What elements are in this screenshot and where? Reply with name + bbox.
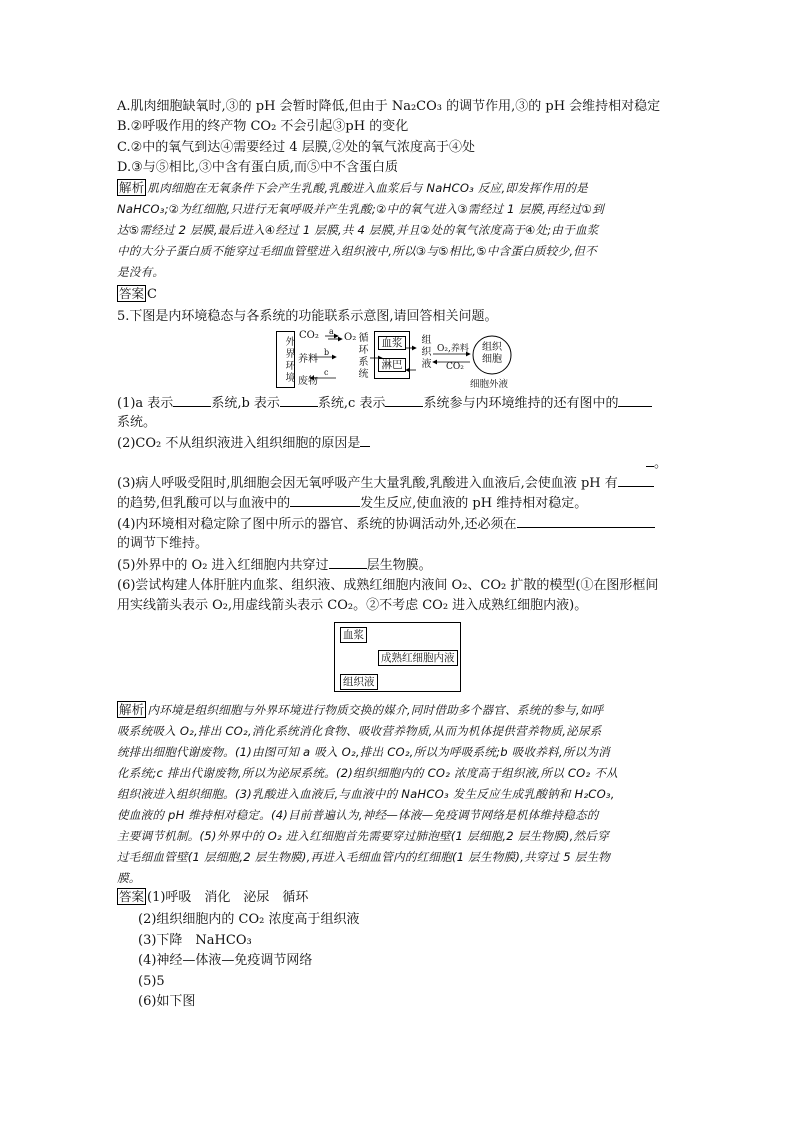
q5-part4-a: (4)内环境相对稳定除了图中所示的器官、系统的协调活动外,还必须在 xyxy=(117,514,655,534)
q5-part6-b: 用实线箭头表示 O₂,用虚线箭头表示 CO₂。②不考虑 CO₂ 进入成熟红细胞内液)。 xyxy=(117,598,588,613)
q5-part4-b: 的调节下维持。 xyxy=(117,536,209,551)
q5-part6-a: (6)尝试构建人体肝脏内血浆、组织液、成熟红细胞内液间 O₂、CO₂ 扩散的模型(①在图形框间 xyxy=(117,578,659,593)
q5-answer-1: 答案 (1)呼吸 消化 泌尿 循环 xyxy=(119,889,309,905)
q5-answer-5: (5)5 xyxy=(138,974,165,989)
label-co2: CO₂ xyxy=(299,330,319,341)
tissue-fluid: 组织液 xyxy=(419,334,430,370)
q5-explain-line-4: 化系统;c 排出代谢废物,所以为泌尿系统。(2)组织细胞内的 CO₂ 浓度高于组织液,所以 CO₂ 不从 xyxy=(117,766,618,780)
q4-answer xyxy=(117,285,157,304)
q4-explain-tag: 解析 xyxy=(119,180,145,195)
model-tissue: 组织液 xyxy=(340,674,378,690)
q5-explain-tag: 解析 xyxy=(119,702,145,717)
q5-part5: (5)外界中的 O₂ 进入红细胞内共穿过 层生物膜。 xyxy=(117,555,432,575)
q5-stem: 5.下图是内环境稳态与各系统的功能联系示意图,请回答相关问题。 xyxy=(117,309,498,324)
option-b: B.②呼吸作用的终产物 CO₂ 不会引起③pH 的变化 xyxy=(117,119,409,134)
q5-explain-line-6: 使血液的 pH 维持相对稳定。(4)目前普遍认为,神经—体液—免疫调节网络是机体维持稳态的 xyxy=(117,808,599,822)
option-d: D.③与⑤相比,③中含有蛋白质,而⑤中不含蛋白质 xyxy=(117,160,399,175)
label-waste: 废物 xyxy=(298,376,318,387)
model-rbc: 成熟红细胞内液 xyxy=(378,650,458,666)
q4-explain-line-4: 中的大分子蛋白质不能穿过毛细血管壁进入组织液中,所以③与⑤相比,⑤中含蛋白质较少,但不 xyxy=(117,244,597,258)
q4-explain-line-3: 达⑤需经过 2 层膜,最后进入④经过 1 层膜,共 4 层膜,并且②处的氧气浓度高于④处;由于血浆 xyxy=(117,223,599,237)
q4-explain-line-5: 是没有。 xyxy=(117,265,165,279)
q4-explain-line-2: NaHCO₃;②为红细胞,只进行无氧呼吸并产生乳酸;②中的氧气进入③需经过 1 层膜,再经过①到 xyxy=(117,202,604,216)
q5-explain-line-1: 解析 内环境是组织细胞与外界环境进行物质交换的媒介,同时借助多个器官、系统的参与,如呼 xyxy=(119,702,604,717)
q5-answer-2: (2)组织细胞内的 CO₂ 浓度高于组织液 xyxy=(138,912,360,927)
q5-part2: (2)CO₂ 不从组织液进入组织细胞的原因是 xyxy=(117,433,370,453)
q5-part3-a: (3)病人呼吸受阻时,肌细胞会因无氧呼吸产生大量乳酸,乳酸进入血液后,会使血液 pH 有 xyxy=(117,473,654,493)
tissue-cell-label: 组织细胞 xyxy=(482,342,502,365)
q5-part1-end: 系统。 xyxy=(117,415,157,430)
model-plasma: 血浆 xyxy=(340,627,367,643)
circulation-system: 循环系统 xyxy=(356,332,367,380)
label-c: c xyxy=(324,368,329,377)
q5-explain-line-3: 统排出细胞代谢废物。(1)由图可知 a 吸入 O₂,排出 CO₂,所以为呼吸系统;b 吸收养料,所以为消 xyxy=(117,745,610,759)
q5-explain-line-7: 主要调节机制。(5)外界中的 O₂ 进入红细胞首先需要穿过肺泡壁(1 层细胞,2 层生物膜),然后穿 xyxy=(117,829,609,843)
q5-part2-end: 。 xyxy=(646,453,667,473)
q5-explain-line-9: 膜。 xyxy=(117,871,141,885)
q4-explain-line-1: 解析 肌肉细胞在无氧条件下会产生乳酸,乳酸进入血浆后与 NaHCO₃ 反应,即发挥作用的是 xyxy=(119,180,588,195)
q5-answer-4: (4)神经—体液—免疫调节网络 xyxy=(138,953,313,968)
q5-answer-6: (6)如下图 xyxy=(138,994,196,1009)
label-nutrient: 养料 xyxy=(298,354,318,365)
outside-environment-box: 外界环境 xyxy=(276,331,295,388)
option-c: C.②中的氧气到达④需要经过 4 层膜,②处的氧气浓度高于④处 xyxy=(117,140,475,155)
system-diagram xyxy=(270,328,520,390)
q5-part1: (1)a 表示 系统,b 表示 系统,c 表示 系统参与内环境维持的还有图中的 xyxy=(117,393,652,413)
label-o2-nutrient: O₂,养料 xyxy=(437,344,469,354)
plasma-label: 血浆 xyxy=(378,336,406,350)
q5-explain-line-2: 吸系统吸入 O₂,排出 CO₂,消化系统消化食物、吸收营养物质,从而为机体提供营养物质,泌尿系 xyxy=(117,724,602,738)
q5-part3-b: 的趋势,但乳酸可以与血液中的 发生反应,使血液的 pH 维持相对稳定。 xyxy=(117,493,587,513)
q4-answer-tag: 答案 xyxy=(119,286,145,301)
q4-answer-value: C xyxy=(147,287,157,302)
label-co2-out: CO₂ xyxy=(446,362,464,372)
diffusion-model xyxy=(334,622,461,692)
q5-explain-line-8: 过毛细血管壁(1 层细胞,2 层生物膜),再进入毛细血管内的红细胞(1 层生物膜),共穿过 5 层生物 xyxy=(117,850,611,864)
label-b: b xyxy=(324,348,330,357)
q5-answer-3: (3)下降 NaHCO₃ xyxy=(138,933,252,948)
q5-answer-tag: 答案 xyxy=(119,889,145,904)
extracellular-label: 细胞外液 xyxy=(470,379,509,390)
label-a: a xyxy=(329,327,334,336)
label-o2: O₂ xyxy=(344,332,357,343)
lymph-label: 淋巴 xyxy=(378,358,406,372)
option-a: A.肌肉细胞缺氧时,③的 pH 会暂时降低,但由于 Na₂CO₃ 的调节作用,③的 pH 会维持相对稳定 xyxy=(117,99,661,114)
q5-explain-line-5: 组织液进入组织细胞。(3)乳酸进入血液后,与血液中的 NaHCO₃ 发生反应生成乳酸钠和 H₂CO₃, xyxy=(117,787,615,801)
